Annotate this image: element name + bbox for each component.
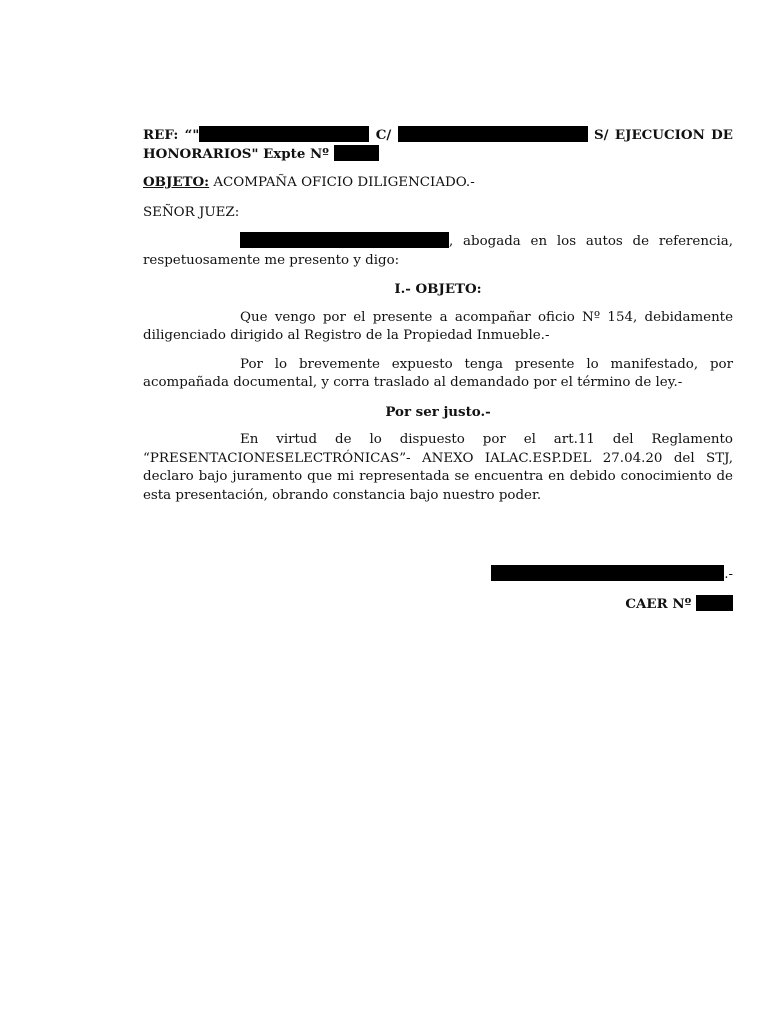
closing-phrase: Por ser justo.- bbox=[385, 403, 491, 420]
para2-line-2: acompañada documental, y corra traslado al demandado por el término de ley.- bbox=[143, 375, 683, 390]
intro-line-1-text: , abogada en los autos de referencia, bbox=[449, 234, 733, 249]
para3-line-4: esta presentación, obrando constancia bajo nuestro poder. bbox=[143, 487, 542, 503]
redaction-caer-number bbox=[696, 595, 733, 611]
redaction-expte bbox=[334, 145, 379, 161]
para3-line-3: declaro bajo juramento que mi representada se encuentra en debido conocimiento de bbox=[143, 469, 733, 484]
intro-paragraph bbox=[143, 232, 733, 270]
caer-line bbox=[491, 595, 733, 614]
objeto-text: ACOMPAÑA OFICIO DILIGENCIADO.- bbox=[213, 175, 475, 190]
para3-line-2: “PRESENTACIONESELECTRÓNICAS”- ANEXO IALAC.ESP.DEL 27.04.20 del STJ, bbox=[143, 450, 733, 466]
salutation: SEÑOR JUEZ: bbox=[143, 204, 240, 220]
paragraph-3 bbox=[143, 431, 733, 505]
ref-line-2 bbox=[143, 145, 733, 164]
section-heading: I.- OBJETO: bbox=[394, 281, 482, 297]
objeto-label: OBJETO: bbox=[143, 174, 210, 190]
intro-line-1 bbox=[143, 232, 733, 252]
intro-line-2: respetuosamente me presento y digo: bbox=[143, 252, 400, 268]
signature-line bbox=[491, 565, 733, 585]
paragraph-1 bbox=[143, 309, 733, 346]
para3-line-1: En virtud de lo dispuesto por el art.11 del Reglamento bbox=[240, 432, 733, 447]
para1-line-2: diligenciado dirigido al Registro de la Propiedad Inmueble.- bbox=[143, 328, 550, 343]
para2-line-1: Por lo brevemente expuesto tenga presente lo manifestado, por bbox=[240, 356, 733, 372]
signature-block bbox=[491, 565, 733, 613]
redaction-defendant bbox=[398, 126, 588, 142]
ref-s: S/ EJECUCION DE bbox=[593, 127, 733, 143]
caer-label: CAER Nº bbox=[625, 595, 692, 612]
ref-line-1 bbox=[143, 126, 733, 145]
ref-c: C/ bbox=[375, 127, 392, 143]
redaction-actor bbox=[199, 126, 369, 142]
para1-line-1: Que vengo por el presente a acompañar oficio Nº 154, debidamente bbox=[240, 309, 733, 325]
redaction-lawyer-name bbox=[240, 232, 449, 248]
paragraph-2 bbox=[143, 356, 733, 393]
objeto-line bbox=[143, 173, 733, 193]
document-body bbox=[143, 126, 733, 505]
redaction-signature-name bbox=[491, 565, 724, 581]
ref-honorarios: HONORARIOS" Expte Nº bbox=[143, 145, 329, 162]
ref-prefix: REF: “" bbox=[143, 127, 200, 143]
signature-suffix: .- bbox=[724, 567, 733, 582]
